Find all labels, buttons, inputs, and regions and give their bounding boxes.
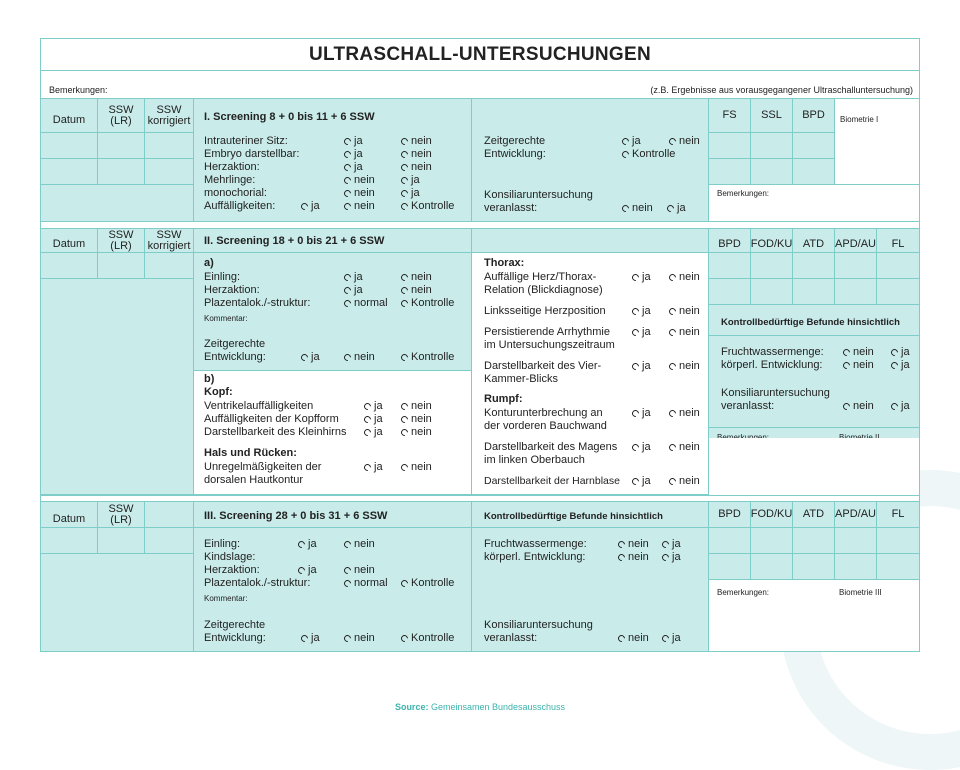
item-label: Auffälligkeiten: bbox=[204, 200, 276, 212]
item-label: Plazentalok./-struktur: bbox=[204, 297, 311, 309]
option-nein[interactable]: nein bbox=[669, 360, 700, 372]
item-label: Auffälligkeiten der Kopfform bbox=[204, 413, 339, 425]
item-label: Kammer-Blicks bbox=[484, 373, 558, 385]
item-label: Ventrikelauffälligkeiten bbox=[204, 400, 314, 412]
kommentar-label: Kommentar: bbox=[204, 594, 248, 603]
input-cell[interactable] bbox=[709, 133, 751, 159]
option-nein[interactable]: nein bbox=[344, 538, 375, 550]
item-label: dorsalen Hautkontur bbox=[204, 474, 304, 486]
input-cell[interactable] bbox=[145, 528, 194, 554]
option-nein[interactable]: nein bbox=[669, 305, 700, 317]
option-ja[interactable]: ja bbox=[364, 413, 383, 425]
input-cell[interactable] bbox=[98, 528, 145, 554]
section-3-kontroll bbox=[472, 528, 709, 651]
item-label: Fruchtwassermenge: bbox=[484, 538, 587, 550]
option-ja[interactable]: ja bbox=[632, 441, 651, 453]
bio-bpd: BPD bbox=[709, 229, 751, 253]
input-cell[interactable] bbox=[793, 554, 835, 580]
kontroll-heading: Kontrollbedürftige Befunde hinsichtlich bbox=[721, 317, 900, 328]
item-label: Herzaktion: bbox=[204, 161, 260, 173]
option-nein[interactable]: nein bbox=[622, 202, 653, 214]
item-label: Konsiliaruntersuchung bbox=[484, 189, 593, 201]
option-ja[interactable]: ja bbox=[632, 360, 651, 372]
item-label: Herzaktion: bbox=[204, 564, 260, 576]
input-cell[interactable] bbox=[793, 279, 835, 305]
option-ja[interactable]: ja bbox=[667, 202, 686, 214]
option-nein[interactable]: nein bbox=[344, 174, 375, 186]
item-label: Einling: bbox=[204, 538, 241, 550]
input-cell[interactable] bbox=[41, 159, 98, 185]
biometrie-label: Biometrie III bbox=[839, 588, 882, 597]
option-normal[interactable]: normal bbox=[344, 297, 388, 309]
section-2-part-a bbox=[194, 253, 472, 371]
item-label: veranlasst: bbox=[721, 400, 775, 412]
item-label: körperl. Entwicklung: bbox=[721, 359, 823, 371]
option-kontrolle[interactable]: Kontrolle bbox=[401, 577, 454, 589]
item-label: Konsiliaruntersuchung bbox=[484, 619, 593, 631]
part-label: a) bbox=[204, 257, 214, 269]
input-cell[interactable] bbox=[835, 554, 877, 580]
option-nein[interactable]: nein bbox=[669, 441, 700, 453]
item-label: Intrauteriner Sitz: bbox=[204, 135, 288, 147]
input-cell[interactable] bbox=[751, 528, 793, 554]
item-label: im Untersuchungszeitraum bbox=[484, 339, 615, 351]
option-ja[interactable]: ja bbox=[891, 400, 910, 412]
remarks-label: Bemerkungen: bbox=[49, 85, 108, 95]
option-kontrolle[interactable]: Kontrolle bbox=[401, 351, 454, 363]
item-label: Persistierende Arrhythmie bbox=[484, 326, 610, 338]
input-cell[interactable] bbox=[835, 279, 877, 305]
col-ssw-korr: SSW korrigiert bbox=[145, 229, 194, 253]
group-label: Rumpf: bbox=[484, 393, 523, 405]
section-3-kontroll-header bbox=[472, 502, 709, 528]
input-cell[interactable] bbox=[835, 253, 877, 279]
bio-ssl: SSL bbox=[751, 99, 793, 133]
option-ja[interactable]: ja bbox=[364, 426, 383, 438]
bio-bpd: BPD bbox=[709, 502, 751, 528]
option-nein[interactable]: nein bbox=[401, 135, 432, 147]
section-1-heading: I. Screening 8 + 0 bis 11 + 6 SSW bbox=[204, 111, 375, 123]
bio-apd-au: APD/AU bbox=[835, 502, 877, 528]
option-nein[interactable]: nein bbox=[401, 461, 432, 473]
option-ja[interactable]: ja bbox=[891, 359, 910, 371]
option-ja[interactable]: ja bbox=[662, 632, 681, 644]
option-nein[interactable]: nein bbox=[401, 400, 432, 412]
col-ssw-lr: SSW (LR) bbox=[98, 229, 145, 253]
input-cell[interactable] bbox=[751, 253, 793, 279]
input-cell[interactable] bbox=[877, 253, 919, 279]
option-ja[interactable]: ja bbox=[298, 564, 317, 576]
group-label: Hals und Rücken: bbox=[204, 447, 297, 459]
option-ja[interactable]: ja bbox=[301, 351, 320, 363]
option-ja[interactable]: ja bbox=[301, 200, 320, 212]
section-2 bbox=[41, 229, 919, 495]
option-normal[interactable]: normal bbox=[344, 577, 388, 589]
input-cell[interactable] bbox=[751, 279, 793, 305]
option-ja[interactable]: ja bbox=[301, 632, 320, 644]
section-3-remarks[interactable] bbox=[709, 580, 919, 651]
input-cell[interactable] bbox=[793, 133, 835, 159]
input-cell[interactable] bbox=[835, 528, 877, 554]
form-frame bbox=[40, 38, 920, 652]
item-label: Darstellbarkeit des Kleinhirns bbox=[204, 426, 347, 438]
col-datum: Datum bbox=[41, 229, 98, 253]
option-ja[interactable]: ja bbox=[622, 135, 641, 147]
section-3-heading: III. Screening 28 + 0 bis 31 + 6 SSW bbox=[204, 510, 388, 522]
source-credit bbox=[0, 702, 960, 712]
bio-fod-ku: FOD/KU bbox=[751, 502, 793, 528]
input-cell[interactable] bbox=[709, 253, 751, 279]
option-kontrolle[interactable]: Kontrolle bbox=[401, 297, 454, 309]
item-label: Darstellbarkeit der Harnblase bbox=[484, 475, 620, 487]
kommentar-label: Kommentar: bbox=[204, 314, 248, 323]
item-label: Darstellbarkeit des Vier- bbox=[484, 360, 602, 372]
option-nein[interactable]: nein bbox=[669, 326, 700, 338]
option-ja[interactable]: ja bbox=[632, 326, 651, 338]
option-nein[interactable]: nein bbox=[669, 475, 700, 487]
section-2-heading-cell bbox=[194, 229, 472, 253]
input-cell[interactable] bbox=[41, 185, 194, 222]
remarks-row[interactable] bbox=[41, 71, 919, 99]
item-label: Konsiliaruntersuchung bbox=[721, 387, 830, 399]
item-label: Zeitgerechte bbox=[204, 338, 266, 350]
item-label: monochorial: bbox=[204, 187, 267, 199]
bio-atd: ATD bbox=[793, 229, 835, 253]
col-ssw-lr: SSW (LR) bbox=[98, 502, 145, 528]
option-ja[interactable]: ja bbox=[298, 538, 317, 550]
item-label: veranlasst: bbox=[484, 202, 538, 214]
input-cell[interactable] bbox=[98, 133, 145, 159]
item-label: Zeitgerechte bbox=[484, 135, 546, 147]
input-cell[interactable] bbox=[709, 528, 751, 554]
section-3-heading-cell bbox=[194, 502, 472, 528]
biometrie-label: Biometrie I bbox=[840, 115, 879, 124]
input-cell[interactable] bbox=[751, 133, 793, 159]
option-nein[interactable]: nein bbox=[401, 271, 432, 283]
group-label: Thorax: bbox=[484, 257, 525, 269]
bio-fs: FS bbox=[709, 99, 751, 133]
spacer bbox=[41, 222, 919, 229]
input-cell[interactable] bbox=[145, 159, 194, 185]
page-title: ULTRASCHALL-UNTERSUCHUNGEN bbox=[41, 39, 919, 71]
section-1-mid bbox=[472, 99, 709, 222]
item-label: Zeitgerechte bbox=[204, 619, 266, 631]
remarks-hint: (z.B. Ergebnisse aus vorausgegangener Ultraschalluntersuchung) bbox=[650, 85, 913, 95]
option-nein[interactable]: nein bbox=[618, 632, 649, 644]
item-label: der vorderen Bauchwand bbox=[484, 420, 607, 432]
item-label: Entwicklung: bbox=[204, 632, 266, 644]
item-label: Linksseitige Herzposition bbox=[484, 305, 606, 317]
input-cell[interactable] bbox=[877, 554, 919, 580]
option-nein[interactable]: nein bbox=[618, 538, 649, 550]
item-label: Fruchtwassermenge: bbox=[721, 346, 824, 358]
option-nein[interactable]: nein bbox=[401, 161, 432, 173]
option-nein[interactable]: nein bbox=[401, 284, 432, 296]
bio-apd-au: APD/AU bbox=[835, 229, 877, 253]
section-1 bbox=[41, 99, 919, 222]
option-nein[interactable]: nein bbox=[843, 359, 874, 371]
input-cell[interactable] bbox=[41, 253, 98, 279]
item-label: Herzaktion: bbox=[204, 284, 260, 296]
input-cell[interactable] bbox=[751, 554, 793, 580]
option-ja[interactable]: ja bbox=[344, 161, 363, 173]
section-1-checks bbox=[194, 99, 472, 222]
bio-fl: FL bbox=[877, 502, 919, 528]
item-label: Auffällige Herz/Thorax- bbox=[484, 271, 597, 283]
item-label: Mehrlinge: bbox=[204, 174, 256, 186]
col-ssw-lr: SSW (LR) bbox=[98, 99, 145, 133]
option-nein[interactable]: nein bbox=[401, 413, 432, 425]
option-ja[interactable]: ja bbox=[632, 271, 651, 283]
section-2-remarks-area[interactable] bbox=[709, 438, 919, 495]
kontroll-heading: Kontrollbedürftige Befunde hinsichtlich bbox=[484, 511, 663, 522]
biometrie-i-box[interactable] bbox=[835, 99, 919, 185]
remarks-label: Bemerkungen: bbox=[717, 189, 770, 198]
col-ssw-korr: SSW korrigiert bbox=[145, 99, 194, 133]
option-nein[interactable]: nein bbox=[344, 564, 375, 576]
option-nein[interactable]: nein bbox=[669, 407, 700, 419]
option-ja[interactable]: ja bbox=[344, 284, 363, 296]
item-label: Plazentalok./-struktur: bbox=[204, 577, 311, 589]
option-nein[interactable]: nein bbox=[344, 351, 375, 363]
bio-fl: FL bbox=[877, 229, 919, 253]
spacer bbox=[41, 495, 919, 502]
input-cell[interactable] bbox=[793, 253, 835, 279]
option-nein[interactable]: nein bbox=[344, 632, 375, 644]
part-label: b) bbox=[204, 373, 215, 385]
input-cell[interactable] bbox=[41, 133, 98, 159]
item-label: Unregelmäßigkeiten der bbox=[204, 461, 322, 473]
option-nein[interactable]: nein bbox=[669, 135, 700, 147]
input-cell[interactable] bbox=[98, 253, 145, 279]
option-kontrolle[interactable]: Kontrolle bbox=[401, 632, 454, 644]
input-cell[interactable] bbox=[709, 159, 751, 185]
input-cell[interactable] bbox=[877, 279, 919, 305]
input-cell[interactable] bbox=[145, 133, 194, 159]
item-label: veranlasst: bbox=[484, 632, 538, 644]
col-datum: Datum bbox=[41, 502, 98, 528]
input-cell[interactable] bbox=[41, 554, 194, 651]
input-cell[interactable] bbox=[145, 253, 194, 279]
bio-atd: ATD bbox=[793, 502, 835, 528]
input-cell[interactable] bbox=[751, 159, 793, 185]
option-ja[interactable]: ja bbox=[632, 407, 651, 419]
option-ja[interactable]: ja bbox=[401, 174, 420, 186]
option-ja[interactable]: ja bbox=[344, 135, 363, 147]
option-nein[interactable]: nein bbox=[344, 187, 375, 199]
bio-bpd: BPD bbox=[793, 99, 835, 133]
input-cell[interactable] bbox=[793, 159, 835, 185]
option-kontrolle[interactable]: Kontrolle bbox=[401, 200, 454, 212]
option-nein[interactable]: nein bbox=[618, 551, 649, 563]
option-nein[interactable]: nein bbox=[401, 426, 432, 438]
section-3 bbox=[41, 502, 919, 651]
option-nein[interactable]: nein bbox=[344, 200, 375, 212]
option-ja[interactable]: ja bbox=[364, 461, 383, 473]
option-ja[interactable]: ja bbox=[891, 346, 910, 358]
option-ja[interactable]: ja bbox=[364, 400, 383, 412]
item-label: körperl. Entwicklung: bbox=[484, 551, 586, 563]
bio-fod-ku: FOD/KU bbox=[751, 229, 793, 253]
source-label: Source: bbox=[394, 702, 429, 712]
input-cell[interactable] bbox=[98, 159, 145, 185]
option-nein[interactable]: nein bbox=[843, 346, 874, 358]
section-3-checks bbox=[194, 528, 472, 651]
item-label: Kindslage: bbox=[204, 551, 256, 563]
option-ja[interactable]: ja bbox=[401, 187, 420, 199]
option-ja[interactable]: ja bbox=[344, 271, 363, 283]
item-label: Relation (Blickdiagnose) bbox=[484, 284, 603, 296]
section-2-heading: II. Screening 18 + 0 bis 21 + 6 SSW bbox=[204, 235, 385, 247]
input-cell[interactable] bbox=[793, 528, 835, 554]
section-2-mid-header bbox=[472, 229, 709, 253]
remarks-label: Bemerkungen: bbox=[717, 588, 770, 597]
input-cell[interactable] bbox=[877, 528, 919, 554]
col-datum: Datum bbox=[41, 99, 98, 133]
option-nein[interactable]: nein bbox=[401, 148, 432, 160]
group-label: Kopf: bbox=[204, 386, 233, 398]
input-cell[interactable] bbox=[709, 279, 751, 305]
item-label: Einling: bbox=[204, 271, 241, 283]
option-ja[interactable]: ja bbox=[662, 551, 681, 563]
item-label: Darstellbarkeit des Magens bbox=[484, 441, 618, 453]
input-cell[interactable] bbox=[41, 279, 194, 495]
option-kontrolle[interactable]: Kontrolle bbox=[622, 148, 675, 160]
item-label: Embryo darstellbar: bbox=[204, 148, 300, 160]
option-ja[interactable]: ja bbox=[632, 305, 651, 317]
section-2-organs bbox=[472, 253, 709, 495]
col-empty bbox=[145, 502, 194, 528]
input-cell[interactable] bbox=[41, 528, 98, 554]
item-label: Konturunterbrechung an bbox=[484, 407, 603, 419]
option-nein[interactable]: nein bbox=[669, 271, 700, 283]
item-label: Entwicklung: bbox=[204, 351, 266, 363]
option-ja[interactable]: ja bbox=[662, 538, 681, 550]
section-2-part-b bbox=[194, 371, 472, 495]
source-text: Gemeinsamen Bundesausschuss bbox=[430, 702, 566, 712]
item-label: im linken Oberbauch bbox=[484, 454, 585, 466]
option-nein[interactable]: nein bbox=[843, 400, 874, 412]
input-cell[interactable] bbox=[709, 554, 751, 580]
option-ja[interactable]: ja bbox=[344, 148, 363, 160]
section-1-remarks[interactable] bbox=[709, 185, 919, 222]
option-ja[interactable]: ja bbox=[632, 475, 651, 487]
item-label: Entwicklung: bbox=[484, 148, 546, 160]
